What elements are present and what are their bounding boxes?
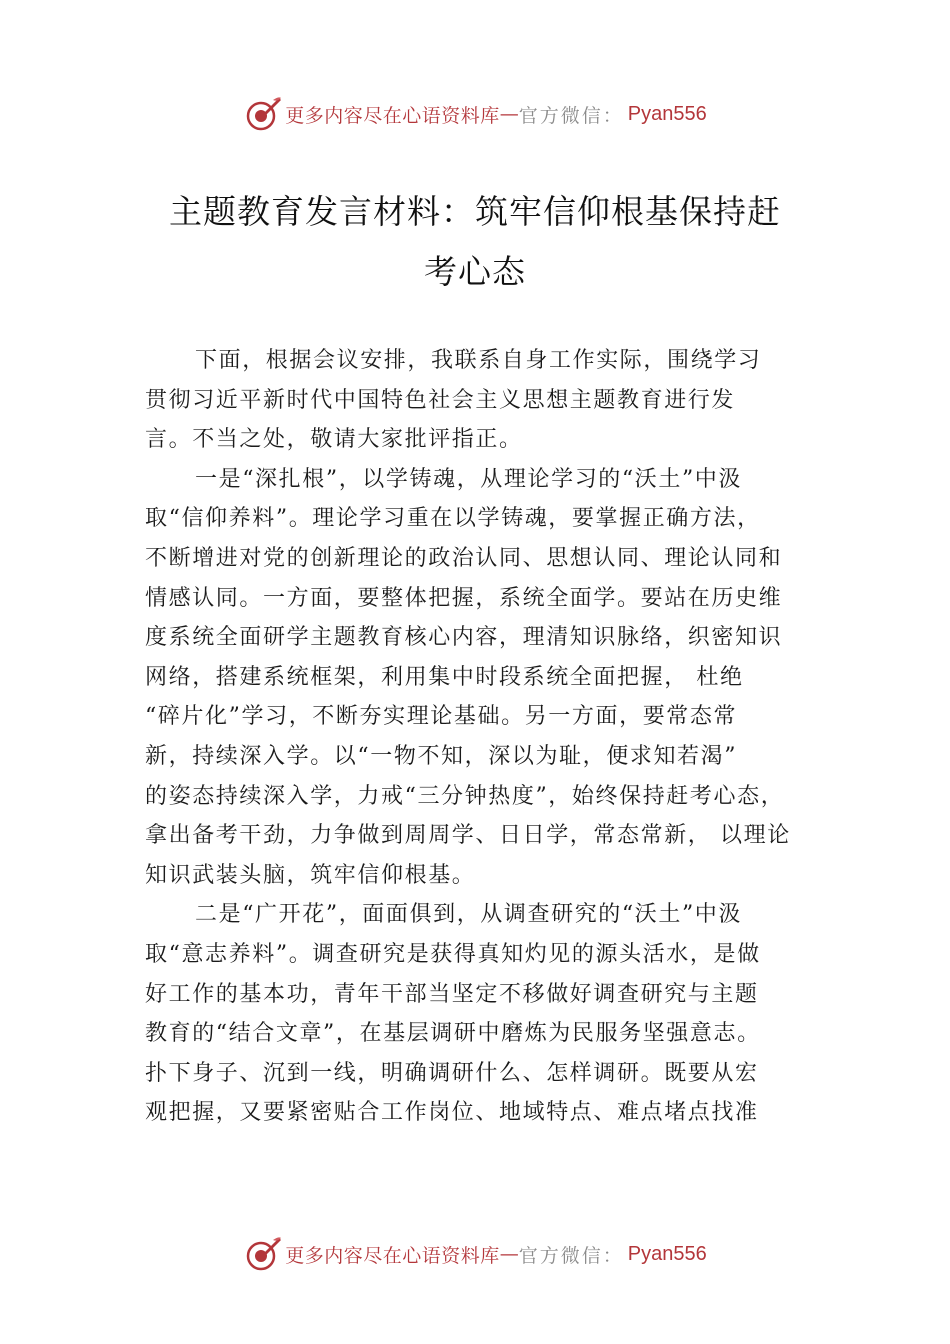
body-line: 网络，搭建系统框架，利用集中时段系统全面把握， 杜绝 [145, 664, 744, 690]
body-line: 扑下身子、沉到一线，明确调研什么、怎样调研。既要从宏 [145, 1060, 759, 1086]
body-line: 的姿态持续深入学，力戒“三分钟热度”，始终保持赶考心态， [145, 783, 785, 809]
quill-seal-logo-icon [243, 94, 283, 134]
footer-banner [0, 1232, 950, 1276]
title-line-1: 主题教育发言材料：筑牢信仰根基保持赶 [169, 192, 781, 231]
body-line: 教育的“结合文章”，在基层调研中磨炼为民服务坚强意志。 [145, 1021, 761, 1047]
body-line: 贯彻习近平新时代中国特色社会主义思想主题教育进行发 [145, 387, 736, 413]
banner-wechat-label: 官方微信： [518, 104, 624, 127]
body-line: 新，持续深入学。以“一物不知，深以为耻，便求知若渴” [145, 743, 738, 769]
document-body [145, 341, 815, 1133]
header-banner [0, 92, 950, 136]
body-line: 二是“广开花”，面面俱到，从调查研究的“沃土”中汲 [195, 902, 742, 928]
body-line: 下面，根据会议安排，我联系自身工作实际，围绕学习 [195, 348, 762, 373]
body-line: 观把握，又要紧密贴合工作岗位、地域特点、难点堵点找准 [145, 1100, 759, 1126]
body-line: 一是“深扎根”，以学铸魂，从理论学习的“沃土”中汲 [195, 466, 742, 492]
body-line: 度系统全面研学主题教育核心内容，理清知识脉络，织密知识 [145, 625, 783, 651]
banner-wechat-label: 官方微信： [518, 1244, 624, 1267]
banner-dash: — [499, 103, 519, 125]
body-line: 取“信仰养料”。理论学习重在以学铸魂，要掌握正确方法， [145, 506, 761, 532]
banner-slogan: 更多内容尽在心语资料库 [285, 104, 500, 127]
banner-slogan: 更多内容尽在心语资料库 [285, 1244, 500, 1267]
body-line: 拿出备考干劲，力争做到周周学、日日学，常态常新， 以理论 [145, 823, 791, 849]
body-line: 知识武装头脑，筑牢信仰根基。 [145, 862, 476, 888]
body-line: 取“意志养料”。调查研究是获得真知灼见的源头活水，是做 [145, 941, 761, 967]
document-title [145, 182, 805, 302]
body-line: “碎片化”学习，不断夯实理论基础。另一方面，要常态常 [145, 704, 738, 730]
banner-wechat-id: Pyan556 [627, 102, 707, 125]
body-line: 情感认同。一方面，要整体把握，系统全面学。要站在历史维 [145, 585, 783, 611]
banner-wechat-id: Pyan556 [627, 1242, 707, 1265]
banner-dash: — [499, 1243, 519, 1265]
body-line: 不断增进对党的创新理论的政治认同、思想认同、理论认同和 [145, 545, 783, 571]
body-line: 好工作的基本功，青年干部当坚定不移做好调查研究与主题 [145, 981, 759, 1007]
quill-seal-logo-icon [243, 1234, 283, 1274]
title-line-2: 考心态 [424, 252, 526, 291]
body-line: 言。不当之处，敬请大家批评指正。 [145, 427, 523, 453]
